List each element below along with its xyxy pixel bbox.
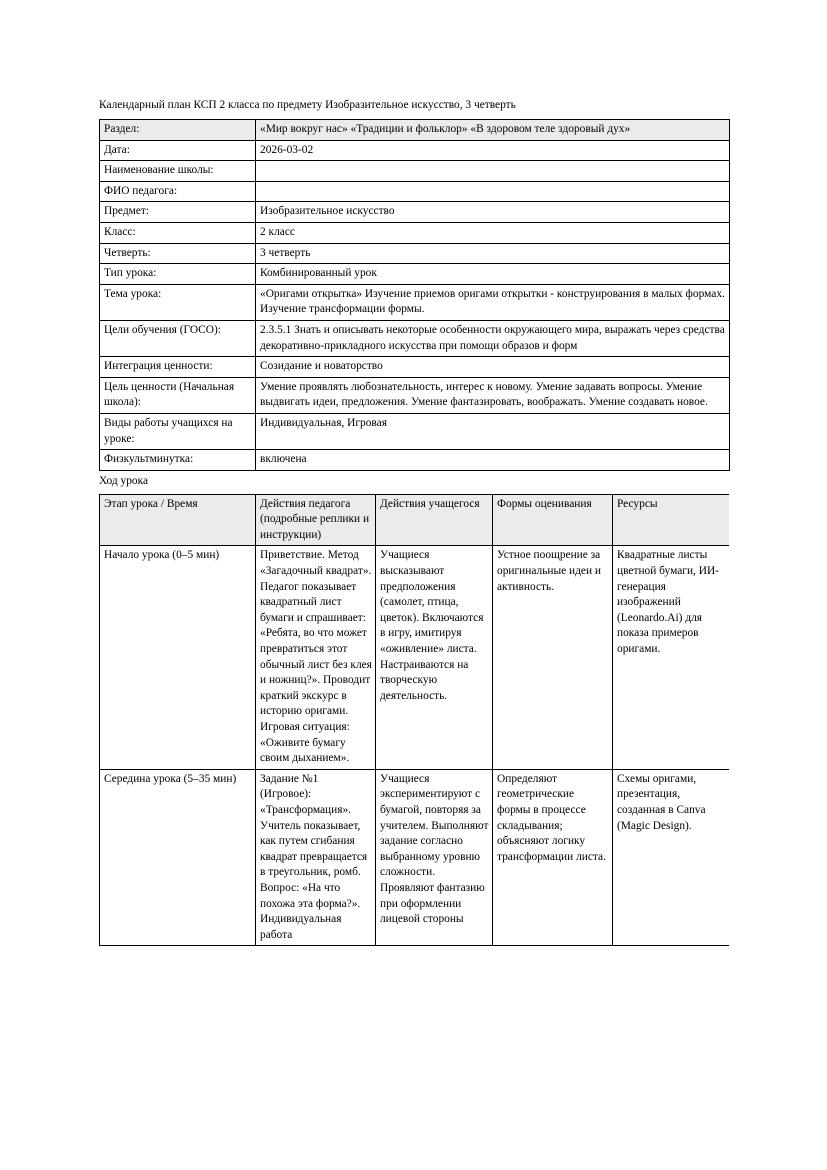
info-label-cell: Предмет: [100,202,256,223]
cell-resources: Схемы оригами, презентация, созданная в Canva (Magic Design). [613,769,730,946]
table-row [100,546,730,769]
table-row [100,264,730,285]
info-value-cell: «Мир вокруг нас» «Традиции и фольклор» «В здоровом теле здоровый дух» [256,120,730,141]
table-row [100,769,730,946]
table-row [100,377,730,413]
info-label-cell: Интеграция ценности: [100,357,256,378]
table-row [100,202,730,223]
lesson-plan-table [99,494,729,947]
lesson-plan-table-head [100,494,730,546]
table-row [100,284,730,320]
info-label-cell: Дата: [100,140,256,161]
column-header-resources: Ресурсы [613,494,730,546]
lesson-info-table-body [100,120,730,471]
lesson-plan-table-body [100,546,730,946]
table-row [100,161,730,182]
info-label-cell: Физкультминутка: [100,450,256,471]
table-row [100,413,730,449]
column-header-assessment: Формы оценивания [493,494,613,546]
info-label-cell: Цель ценности (Начальная школа): [100,377,256,413]
info-value-cell [256,161,730,182]
info-label-cell: ФИО педагога: [100,181,256,202]
info-value-cell: Индивидуальная, Игровая [256,413,730,449]
info-value-cell: «Оригами открытка» Изучение приемов оригами открытки - конструирования в малых формах. Изучение трансформации формы. [256,284,730,320]
table-header-row [100,494,730,546]
info-value-cell: 2026-03-02 [256,140,730,161]
cell-student-actions: Учащиеся высказывают предположения (самолет, птица, цветок). Включаются в игру, имитируя «оживление» листа. Настраиваются на творческую деятельность. [376,546,493,769]
table-row [100,320,730,356]
column-header-stage: Этап урока / Время [100,494,256,546]
info-value-cell [256,181,730,202]
lesson-plan-table-wrapper [99,494,729,1090]
info-label-cell: Цели обучения (ГОСО): [100,320,256,356]
info-value-cell: Созидание и новаторство [256,357,730,378]
info-value-cell: Умение проявлять любознательность, интерес к новому. Умение задавать вопросы. Умение выдвигать идеи, предложения. Умение фантазировать, воображать. Умение создавать новое. [256,377,730,413]
info-value-cell: Изобразительное искусство [256,202,730,223]
info-label-cell: Тип урока: [100,264,256,285]
info-value-cell: 3 четверть [256,243,730,264]
table-row [100,450,730,471]
lesson-flow-heading: Ход урока [99,474,149,487]
cell-assessment: Определяют геометрические формы в процессе складывания; объясняют логику трансформации листа. [493,769,613,946]
table-row [100,222,730,243]
table-row [100,120,730,141]
info-value-cell: 2.3.5.1 Знать и описывать некоторые особенности окружающего мира, выражать через средства декоративно-прикладного искусства при помощи образов и форм [256,320,730,356]
cell-stage: Начало урока (0–5 мин) [100,546,256,769]
info-label-cell: Раздел: [100,120,256,141]
cell-assessment: Устное поощрение за оригинальные идеи и активность. [493,546,613,769]
cell-resources: Квадратные листы цветной бумаги, ИИ-генерация изображений (Leonardo.Ai) для показа примеров оригами. [613,546,730,769]
info-label-cell: Виды работы учащихся на уроке: [100,413,256,449]
table-row [100,140,730,161]
cell-stage: Середина урока (5–35 мин) [100,769,256,946]
info-label-cell: Тема урока: [100,284,256,320]
info-label-cell: Класс: [100,222,256,243]
cell-teacher-actions: Приветствие. Метод «Загадочный квадрат». Педагог показывает квадратный лист бумаги и спрашивает: «Ребята, во что может превратиться этот обычный лист без клея и ножниц?». Проводит краткий экскурс в историю оригами. Игровая ситуация: «Оживите бумагу своим дыханием». [256,546,376,769]
info-value-cell: Комбинированный урок [256,264,730,285]
cell-student-actions: Учащиеся экспериментируют с бумагой, повторяя за учителем. Выполняют задание согласно выбранному уровню сложности. Проявляют фантазию при оформлении лицевой стороны [376,769,493,946]
cell-teacher-actions: Задание №1 (Игровое): «Трансформация». Учитель показывает, как путем сгибания квадрат превращается в треугольник, ромб. Вопрос: «На что похожа эта форма?». Индивидуальная работа [256,769,376,946]
column-header-teacher-actions: Действия педагога (подробные реплики и инструкции) [256,494,376,546]
lesson-info-table [99,119,730,471]
document-content [99,97,729,1090]
column-header-student-actions: Действия учащегося [376,494,493,546]
info-value-cell: 2 класс [256,222,730,243]
table-row [100,357,730,378]
info-label-cell: Четверть: [100,243,256,264]
table-row [100,181,730,202]
page-title: Календарный план КСП 2 класса по предмету Изобразительное искусство, 3 четверть [99,99,516,111]
info-value-cell: включена [256,450,730,471]
table-row [100,243,730,264]
info-label-cell: Наименование школы: [100,161,256,182]
